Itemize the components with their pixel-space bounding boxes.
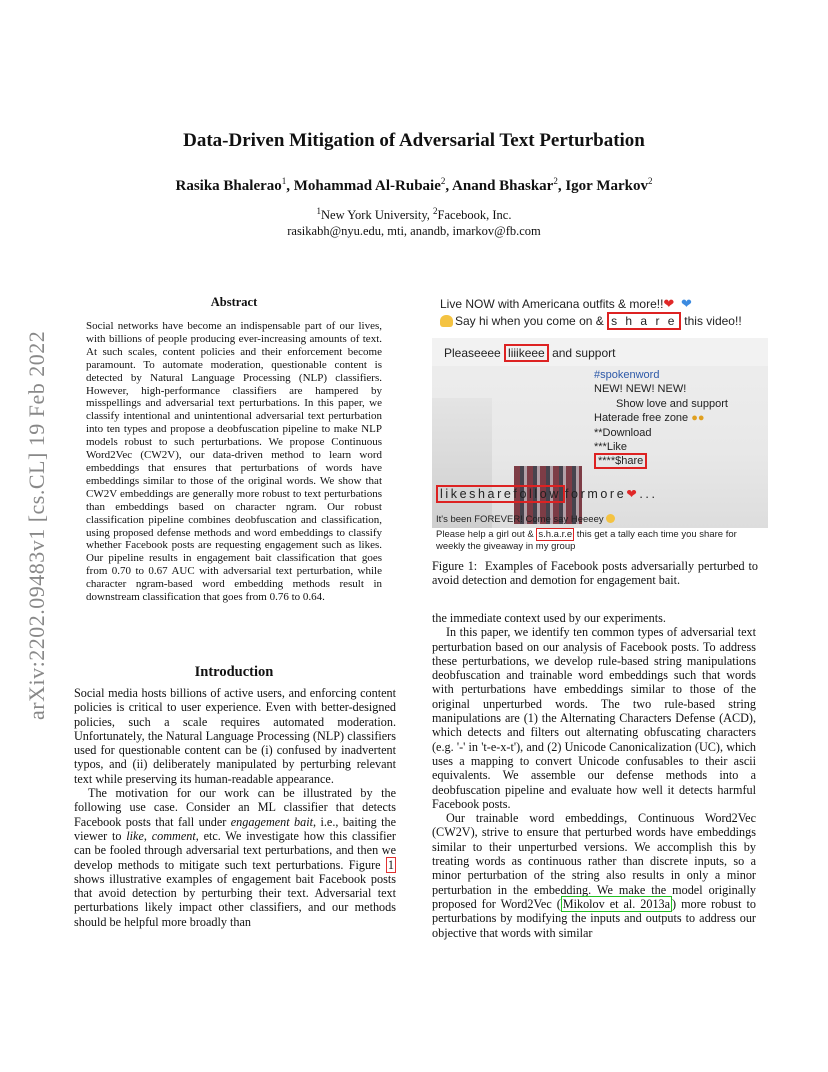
affil-mark: 2 — [433, 206, 438, 216]
abstract-heading: Abstract — [210, 295, 258, 309]
affiliation-2: Facebook, Inc. — [437, 208, 512, 223]
affiliations — [0, 203, 828, 239]
right-column-body — [432, 611, 756, 940]
perturbed-word-box: s h a r e — [607, 312, 681, 330]
caption-text: Examples of Facebook posts adversarially perturbed to avoid detection and demotion for engagement bait. — [432, 559, 758, 588]
perturbed-word-box: s.h.a.r.e — [538, 529, 573, 540]
abstract-text: Social networks have become an indispensable part of our lives, with billions of people producing ever-increasing amounts of text. At such scales, content policies and their enforcement become paramount. To automate moderation, questionable content is detected by Natural Language Processing (NLP) classifiers. However, high-performance classifiers are hampered by misspellings and adversarial text perturbations. In this paper, we classify intentional and unintentional adversarial text perturbation into ten types and propose a deobfuscation pipeline to make NLP models robust to such perturbations. We propose Continuous Word2Vec (CW2V), our data-driven method to learn word embeddings that ensures that perturbations of words have embeddings similar to those of the original words. We show that CW2V embeddings are generally more robust to text perturbations than embeddings based on character ngram. Our robust classification pipeline combines deobfuscation and classification, using proposed defense methods and word embeddings to classify whether Facebook posts are requesting engagement such as likes. Our pipeline results in engagement bait classification that goes from 0.70 to 0.67 AUC with adversarial text perturbation, while character ngram-based word embedding methods result in downstream classification that goes from 0.76 to 0.64. — [86, 320, 382, 604]
perturbed-word-box: liiikeee — [504, 344, 549, 362]
author-list: Rasika Bhalerao$^1$, Mohammad Al-Rubaie$^2$, Anand Bhaskar$^2$, Igor Markov$^2$ — [175, 176, 653, 194]
figure-caption — [432, 559, 758, 588]
right-paragraph-0: the immediate context used by our experiments. — [432, 611, 666, 625]
introduction-heading: Introduction — [194, 664, 274, 680]
author-name: Anand Bhaskar — [452, 178, 554, 194]
blue-heart-icon: ❤ — [680, 296, 692, 311]
caption-label: Figure 1: — [432, 559, 478, 573]
author-name: Rasika Bhalerao — [175, 178, 282, 194]
paper-title: Data-Driven Mitigation of Adversarial Text Perturbation — [183, 130, 645, 151]
post-line-small-3: weekly the giveaway in my group — [436, 541, 576, 552]
photo-caption: Pleaseeee liiikeee and support — [444, 346, 616, 360]
hashtag: #spokenword — [594, 369, 660, 381]
author-name: Igor Markov — [565, 178, 648, 194]
post-line-small-2: Please help a girl out & s.h.a.r.e this get a tally each time you share for weekly the giveaway in my group — [436, 529, 737, 552]
overlay-line: NEW! NEW! NEW! — [594, 383, 687, 396]
post-line-small-1: It's been FOREVER! Come say Heeeey — [436, 514, 615, 525]
left-column-body — [74, 686, 396, 929]
citation-link[interactable]: Mikolov et al. 2013a — [562, 896, 671, 911]
author-affil-mark: 2 — [440, 176, 446, 186]
muscle-icon: ●● — [691, 412, 705, 425]
term-engagement-bait: engagement bait — [230, 814, 314, 829]
perturbed-word-box: ****$hare — [594, 453, 647, 469]
waving-hand-icon — [440, 315, 453, 327]
heart-icon: ❤ — [626, 487, 640, 501]
figure-1 — [432, 290, 760, 556]
intro-paragraph-1: Social media hosts billions of active users, and enforcing content policies is critical to user experience. Even with better-designed policies, such a scale requires automated moderation. Unfortunately, the Natural Language Processing (NLP) classifiers used for questionable content can be (i) confused by inadvertent typos, and (ii) deliberately manipulated by perturbing relevant text while preserving its human-readable appearance. — [74, 686, 396, 786]
author-emails: rasikabh@nyu.edu, mti, anandb, imarkov@fb.com — [287, 224, 541, 239]
author-affil-mark: 2 — [647, 176, 653, 186]
term-comment: comment — [151, 828, 196, 843]
heart-icon: ❤ — [663, 296, 675, 311]
intro-paragraph-2: The motivation for our work can be illustrated by the following use case. Consider an ML classifier that detects Facebook posts that fall under engagement bait, i.e., baiting the viewer to like, comment, etc. We investigate how this classifier can be fooled through adversarial text perturbations, and then we develop methods to mitigate such text perturbations. Figure 1 shows illustrative examples of engagement bait Facebook posts that avoid detection by perturbing their text. Adversarial text perturbations likely impact other classifiers, and our methods should be helpful more broadly than — [74, 786, 396, 929]
affiliation-1: New York University, — [321, 208, 434, 223]
blurred-region — [432, 398, 492, 528]
perturbed-word-box: likesharefollow — [436, 485, 565, 503]
author-affil-mark: 2 — [553, 176, 558, 186]
right-paragraph-1: In this paper, we identify ten common types of adversarial text perturbation based on our analysis of Facebook posts. To address these perturbations, we develop rule-based string manipulations deobfuscation and trainable word embeddings such that words with perturbations have embeddings similar to those of the original unperturbed words. The two rule-based string manipulations are (1) the Alternating Characters Defense (ACD), which detects and filters out alternating obfuscating characters (e.g. '-' in 't-e-x-t'), and (2) Unicode Canonicalization (UC), which uses a mapping to convert Unicode confusables to their ascii equivalents. We assemble our defense methods into a deobfuscation pipeline and evaluate how well it detects harmful Facebook posts. — [432, 625, 756, 811]
overlay-line: Show love and support — [616, 397, 728, 410]
overlay-line: **Download — [594, 426, 652, 439]
overlay-line: ***Like — [594, 441, 628, 454]
post-line-1: Live NOW with Americana outfits & more!!❤ ❤ — [440, 296, 692, 311]
smile-icon — [606, 514, 615, 523]
post-line-2: Say hi when you come on & s h a r e this video!! — [440, 314, 742, 328]
arxiv-identifier: arXiv:2202.09483v1 [cs.CL] 19 Feb 2022 — [24, 330, 49, 720]
overlay-line: Haterade free zone ●● — [594, 412, 705, 425]
author-affil-mark: 1 — [281, 176, 287, 186]
figure-link[interactable]: 1 — [387, 857, 394, 872]
post-overlay-text — [594, 368, 764, 469]
right-paragraph-2: Our trainable word embeddings, Continuous Word2Vec (CW2V), strive to ensure that perturbed words have embeddings similar to their unperturbed versions. We accomplish this by treating words as continuous rather than discrete inputs, so a minor perturbation of the string also results in only a minor perturbation in the embedding. We make the model originally proposed for Word2Vec ( Mikolov et al. 2013a ) more robust to perturbations by modifying the inputs and outputs to address our objective that words with similar — [432, 811, 756, 940]
term-like: like — [126, 828, 144, 843]
affil-mark: 1 — [316, 206, 321, 216]
author-name: Mohammad Al-Rubaie — [293, 178, 441, 194]
post-line-bottom: likesharefollow formore❤... — [436, 486, 658, 501]
